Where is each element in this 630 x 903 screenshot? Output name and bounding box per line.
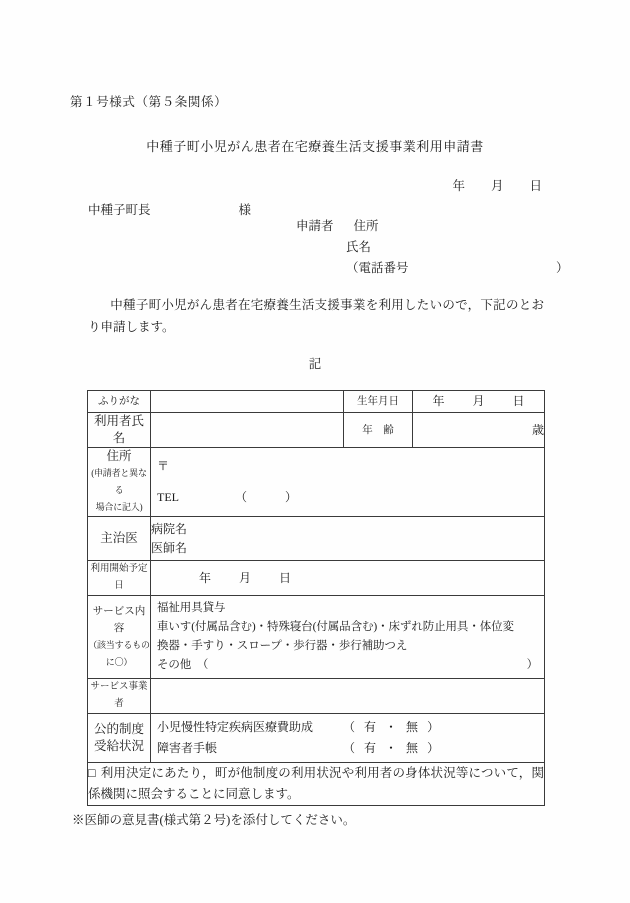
furigana-value[interactable]	[151, 391, 344, 413]
public-system-label-line1: 公的制度	[93, 722, 144, 736]
age-unit-label: 歳	[531, 422, 544, 437]
applicant-phone-label: （電話番号	[346, 261, 409, 275]
user-name-label: 利用者氏名	[88, 413, 151, 448]
footnote: ※医師の意見書(様式第２号)を添付してください。	[72, 813, 356, 827]
public-system-item-open: （	[343, 720, 356, 734]
consent-cell[interactable]	[88, 763, 545, 806]
date-month-label: 月	[490, 179, 504, 193]
public-system-item-yes[interactable]: 有	[364, 741, 377, 755]
applicant-name-row	[296, 237, 569, 258]
service-note-line2: に〇）	[105, 657, 133, 667]
public-system-label-line2: 受給状況	[93, 739, 144, 753]
applicant-block	[296, 216, 569, 279]
public-system-item[interactable]	[157, 738, 538, 759]
birthdate-label: 生年月日	[344, 391, 413, 413]
date-year-label: 年	[452, 179, 465, 193]
applicant-address-row	[296, 216, 569, 237]
consent-checkbox-icon[interactable]: □	[88, 766, 96, 780]
address-value-cell[interactable]	[151, 448, 545, 517]
table-row-public-system	[88, 714, 545, 763]
application-table	[87, 390, 545, 806]
applicant-address-label: 住所	[353, 219, 379, 233]
service-other-row[interactable]	[157, 656, 538, 675]
birthdate-month-label: 月	[472, 394, 485, 408]
applicant-name-label: 氏名	[346, 240, 372, 254]
public-system-item-name: 小児慢性特定疾病医療費助成	[157, 720, 314, 734]
date-day-label: 日	[529, 179, 542, 193]
table-row-address	[88, 448, 545, 517]
applicant-phone-close: ）	[556, 261, 569, 275]
public-system-value-cell[interactable]	[151, 714, 545, 763]
service-line-1: 福祉用具貸与	[157, 602, 226, 614]
service-value-cell[interactable]	[151, 596, 545, 679]
start-date-label: 利用開始予定日	[88, 561, 151, 596]
doctor-value-cell[interactable]	[151, 517, 545, 561]
start-date-month-label: 月	[239, 570, 252, 585]
age-label: 年 齢	[344, 413, 413, 448]
public-system-item-no[interactable]: 無	[406, 720, 419, 734]
form-number: 第１号様式（第５条関係）	[70, 95, 228, 109]
address-note-line1: (申請者と異なる	[91, 468, 147, 495]
addressee	[88, 200, 251, 218]
service-other-close: ）	[526, 659, 538, 671]
public-system-item-open: （	[343, 741, 356, 755]
hospital-name-label: 病院名	[151, 521, 188, 536]
public-system-item[interactable]	[157, 717, 538, 738]
public-system-item-yes[interactable]: 有	[364, 720, 377, 734]
service-label-cell	[88, 596, 151, 679]
addressee-honorific: 様	[238, 203, 252, 217]
address-label: 住所	[106, 449, 132, 463]
address-label-cell	[88, 448, 151, 517]
start-date-value[interactable]	[151, 561, 545, 596]
tel-paren-open: （	[235, 490, 248, 504]
public-system-item-sep: ・	[385, 720, 398, 734]
birthdate-value[interactable]	[413, 391, 545, 413]
provider-value[interactable]	[151, 679, 545, 714]
date-line	[0, 176, 542, 194]
provider-label: サービス事業者	[88, 679, 151, 714]
table-row-start-date	[88, 561, 545, 596]
doctor-label: 主治医	[88, 517, 151, 561]
service-label: サービス内容	[92, 606, 146, 634]
public-system-label-cell	[88, 714, 151, 763]
table-row-provider	[88, 679, 545, 714]
public-system-item-close: ）	[427, 720, 440, 734]
public-system-item-sep: ・	[385, 741, 398, 755]
table-row-service	[88, 596, 545, 679]
consent-text: 利用決定にあたり，町が他制度の利用状況や利用者の身体状況等について，関係機関に照会することに同意します。	[88, 766, 544, 801]
service-note-line1: （該当するもの	[88, 640, 150, 650]
user-name-value[interactable]	[151, 413, 344, 448]
applicant-phone-row	[296, 258, 569, 279]
public-system-item-name: 障害者手帳	[157, 741, 218, 755]
page-title: 中種子町小児がん患者在宅療養生活支援事業利用申請書	[146, 139, 484, 154]
doctor-name-label: 医師名	[151, 540, 188, 555]
table-row-doctor	[88, 517, 545, 561]
body-paragraph	[88, 294, 544, 338]
public-system-item-close: ）	[427, 741, 440, 755]
service-line-3: 換器・手すり・スロープ・歩行器・歩行補助つえ	[157, 640, 408, 652]
start-date-day-label: 日	[279, 570, 292, 585]
addressee-name: 中種子町長	[88, 203, 151, 217]
birthdate-day-label: 日	[512, 394, 525, 408]
zip-symbol: 〒	[157, 459, 170, 473]
birthdate-year-label: 年	[432, 394, 445, 408]
ki-mark: 記	[308, 357, 322, 371]
public-system-item-no[interactable]: 無	[406, 741, 419, 755]
age-value[interactable]	[413, 413, 545, 448]
address-note-line2: 場合に記入)	[95, 502, 143, 512]
table-row-furigana	[88, 391, 545, 413]
tel-paren-close: ）	[285, 490, 298, 504]
service-line-2: 車いす(付属品含む)・特殊寝台(付属品含む)・床ずれ防止用具・体位変	[157, 621, 514, 633]
table-row-user-name	[88, 413, 545, 448]
tel-label: TEL	[157, 490, 179, 504]
applicant-label: 申請者	[296, 219, 334, 233]
body-paragraph-text: 中種子町小児がん患者在宅療養生活支援事業を利用したいので，下記のとおり申請します。	[88, 298, 544, 334]
service-other-label: その他 （	[157, 659, 209, 671]
start-date-year-label: 年	[199, 570, 212, 585]
address-tel-row	[157, 488, 297, 507]
table-row-consent	[88, 763, 545, 806]
furigana-label: ふりがな	[88, 391, 151, 413]
